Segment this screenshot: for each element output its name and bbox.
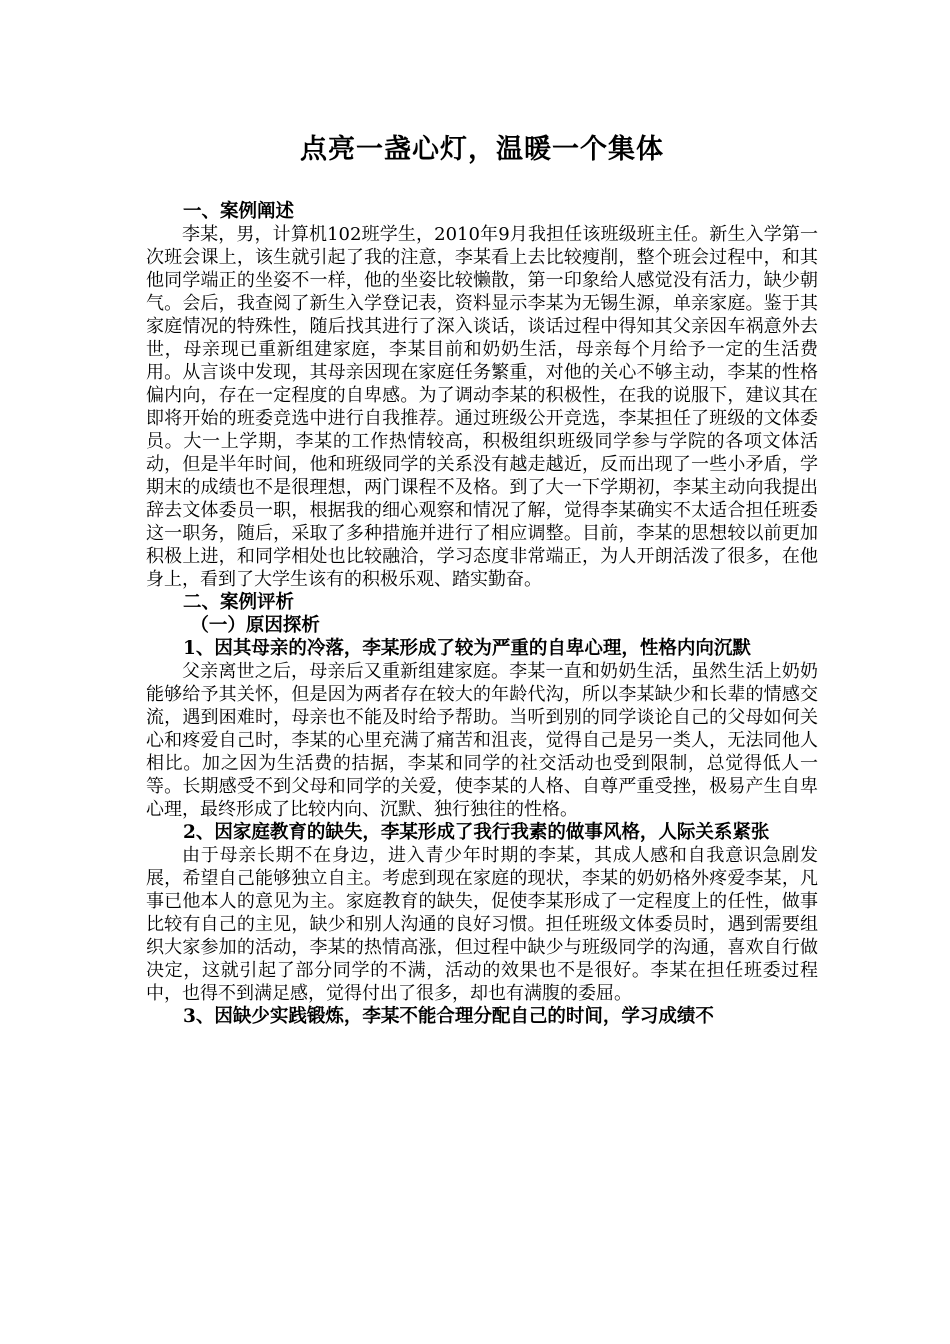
paragraph-cause-1: 父亲离世之后，母亲后又重新组建家庭。李某一直和奶奶生活，虽然生活上奶奶能够给予其关怀，但是因为两者存在较大的年龄代沟，所以李某缺少和长辈的情感交流，遇到困难时，母亲也不能及时给予帮助。当听到别的同学谈论自己的父母如何关心和疼爱自己时，李某的心里充满了痛苦和沮丧，觉得自己是另一类人，无法同他人相比。加之因为生活费的拮据，李某和同学的社交活动也受到限制，总觉得低人一等。长期感受不到父母和同学的关爱，使李某的人格、自尊严重受挫，极易产生自卑心理，最终形成了比较内向、沉默、独行独往的性格。 <box>146 661 818 820</box>
document-page <box>146 130 818 1028</box>
cause-heading-3: 3、因缺少实践锻炼，李某不能合理分配自己的时间，学习成绩不 <box>183 1006 714 1027</box>
document-title: 点亮一盏心灯，温暖一个集体 <box>300 134 664 165</box>
paragraph-case-description: 李某，男，计算机102班学生，2010年9月我担任该班级班主任。新生入学第一次班会课上，该生就引起了我的注意，李某看上去比较瘦削，整个班会过程中，和其他同学端正的坐姿不一样，他的坐姿比较懒散，第一印象给人感觉没有活力，缺少朝气。会后，我查阅了新生入学登记表，资料显示李某为无锡生源，单亲家庭。鉴于其家庭情况的特殊性，随后找其进行了深入谈话，谈话过程中得知其父亲因车祸意外去世，母亲现已重新组建家庭，李某目前和奶奶生活，母亲每个月给予一定的生活费用。从言谈中发现，其母亲因现在家庭任务繁重，对他的关心不够主动，李某的性格偏内向，存在一定程度的自卑感。为了调动李某的积极性，在我的说服下，建议其在即将开始的班委竞选中进行自我推荐。通过班级公开竞选，李某担任了班级的文体委员。大一上学期，李某的工作热情较高，积极组织班级同学参与学院的各项文体活动，但是半年时间，他和班级同学的关系没有越走越近，反而出现了一些小矛盾，学期末的成绩也不是很理想，两门课程不及格。到了大一下学期初，李某主动向我提出辞去文体委员一职，根据我的细心观察和情况了解，觉得李某确实不太适合担任班委这一职务，随后，采取了多种措施并进行了相应调整。目前，李某的思想较以前更加积极上进，和同学相处也比较融洽，学习态度非常端正，为人开朗活泼了很多，在他身上，看到了大学生该有的积极乐观、踏实勤奋。 <box>146 224 818 590</box>
cause-heading-1: 1、因其母亲的冷落，李某形成了较为严重的自卑心理，性格内向沉默 <box>183 638 751 659</box>
section-heading-case-analysis: 二、案例评析 <box>183 592 295 613</box>
cause-heading-2: 2、因家庭教育的缺失，李某形成了我行我素的做事风格，人际关系紧张 <box>183 822 770 843</box>
section-heading-case-description: 一、案例阐述 <box>183 201 295 222</box>
paragraph-cause-2: 由于母亲长期不在身边，进入青少年时期的李某，其成人感和自我意识急剧发展，希望自己能够独立自主。考虑到现在家庭的现状，李某的奶奶格外疼爱李某，凡事已他本人的意见为主。家庭教育的缺失，促使李某形成了一定程度上的任性，做事比较有自己的主见，缺少和别人沟通的良好习惯。担任班级文体委员时，遇到需要组织大家参加的活动，李某的热情高涨，但过程中缺少与班级同学的沟通，喜欢自行做决定，这就引起了部分同学的不满，活动的效果也不是很好。李某在担任班委过程中，也得不到满足感，觉得付出了很多，却也有满腹的委屈。 <box>146 845 818 1004</box>
subsection-heading-cause-analysis: （一）原因探析 <box>190 615 320 636</box>
